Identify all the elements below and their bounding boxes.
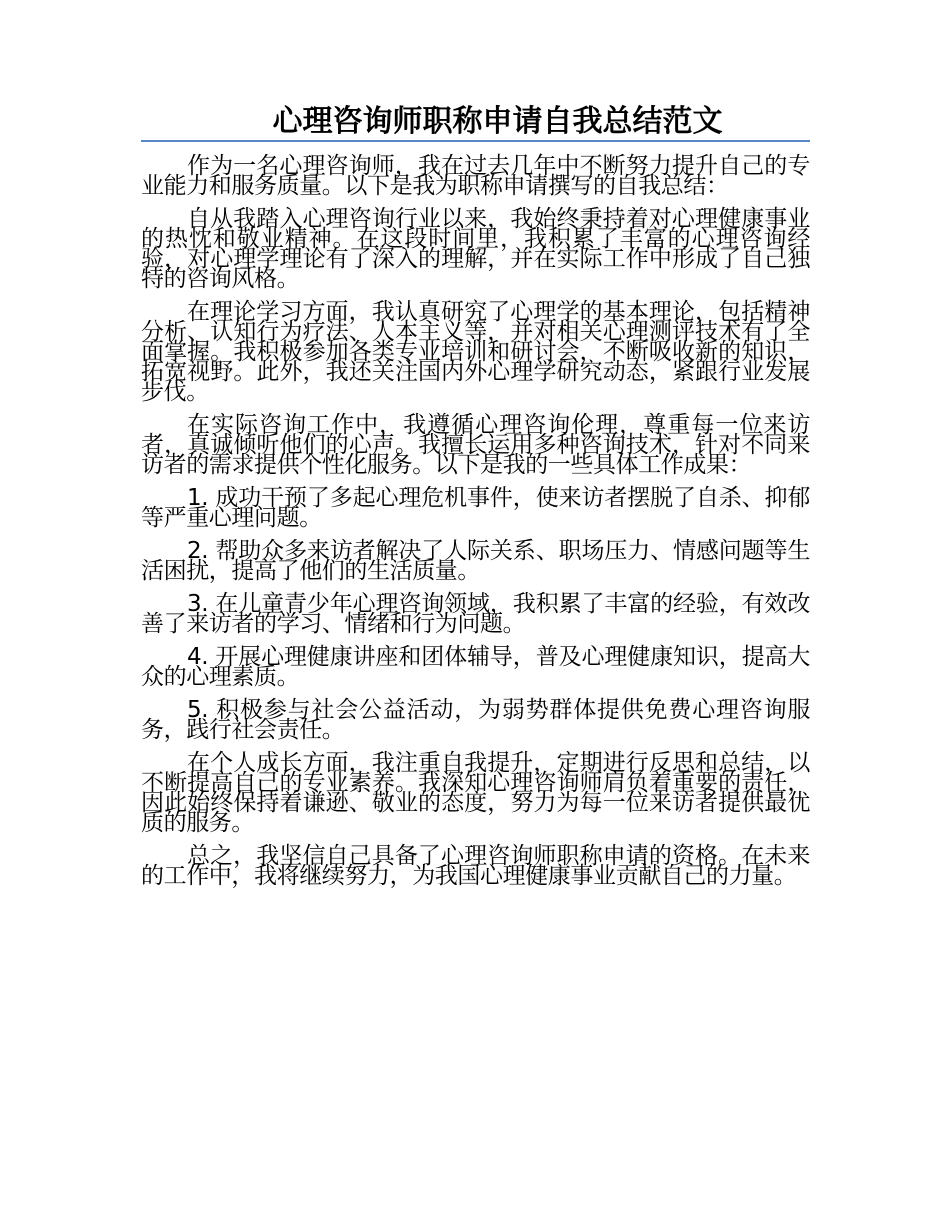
achievement-item-2: 2. 帮助众多来访者解决了人际关系、职场压力、情感问题等生活困扰，提高了他们的生活质量。	[141, 538, 810, 584]
paragraph-practice: 在实际咨询工作中，我遵循心理咨询伦理，尊重每一位来访者，真诚倾听他们的心声。我擅长运用多种咨询技术，针对不同来访者的需求提供个性化服务。以下是我的一些具体工作成果：	[141, 412, 810, 478]
paragraph-growth: 在个人成长方面，我注重自我提升，定期进行反思和总结，以不断提高自己的专业素养。我深知心理咨询师肩负着重要的责任，因此始终保持着谦逊、敬业的态度，努力为每一位来访者提供最优质的服务。	[141, 750, 810, 836]
achievement-item-4: 4. 开展心理健康讲座和团体辅导，普及心理健康知识，提高大众的心理素质。	[141, 644, 810, 690]
document-page	[141, 104, 810, 899]
achievement-item-1: 1. 成功干预了多起心理危机事件，使来访者摆脱了自杀、抑郁等严重心理问题。	[141, 485, 810, 531]
achievement-item-5: 5. 积极参与社会公益活动，为弱势群体提供免费心理咨询服务，践行社会责任。	[141, 697, 810, 743]
title-underline	[141, 140, 810, 142]
paragraph-conclusion: 总之，我坚信自己具备了心理咨询师职称申请的资格。在未来的工作中，我将继续努力，为我国心理健康事业贡献自己的力量。	[141, 843, 810, 889]
paragraph-career: 自从我踏入心理咨询行业以来，我始终秉持着对心理健康事业的热忱和敬业精神。在这段时间里，我积累了丰富的心理咨询经验，对心理学理论有了深入的理解，并在实际工作中形成了自己独特的咨询风格。	[141, 206, 810, 292]
achievement-item-3: 3. 在儿童青少年心理咨询领域，我积累了丰富的经验，有效改善了来访者的学习、情绪和行为问题。	[141, 591, 810, 637]
paragraph-intro: 作为一名心理咨询师，我在过去几年中不断努力提升自己的专业能力和服务质量。以下是我为职称申请撰写的自我总结：	[141, 153, 810, 199]
document-title: 心理咨询师职称申请自我总结范文	[272, 104, 723, 139]
paragraph-theory: 在理论学习方面，我认真研究了心理学的基本理论，包括精神分析、认知行为疗法、人本主义等，并对相关心理测评技术有了全面掌握。我积极参加各类专业培训和研讨会，不断吸收新的知识，拓宽视野。此外，我还关注国内外心理学研究动态，紧跟行业发展步伐。	[141, 299, 810, 405]
